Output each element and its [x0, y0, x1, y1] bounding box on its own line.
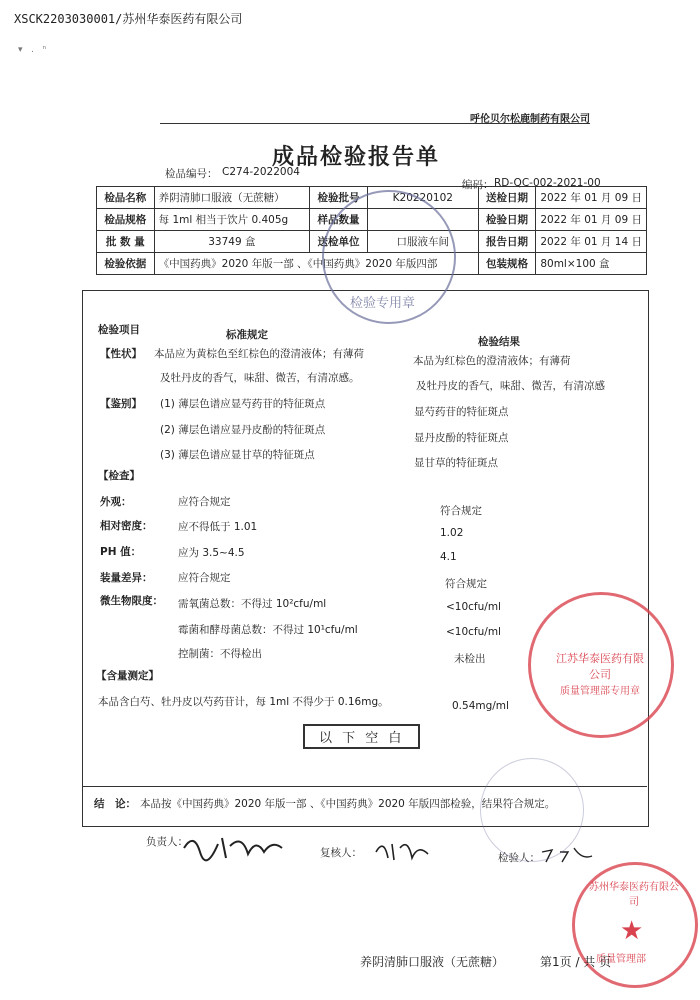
reviewer-label: 复核人：: [320, 847, 362, 859]
scan-mark: ▾ . ⁿ: [18, 45, 47, 55]
tester-label: 检验人：: [498, 852, 540, 864]
submit-date: 2022 年 01 月 09 日: [536, 187, 647, 209]
star-icon: ★: [620, 916, 644, 946]
top-reference: XSCK2203030001/苏州华泰医药有限公司: [14, 12, 243, 26]
assay-std: 本品含白芍、牡丹皮以芍药苷计，每 1ml 不得少于 0.16mg。: [98, 696, 389, 708]
red-stamp-text-2: 质量管理部专用章: [560, 686, 640, 697]
basis-label: 检验依据: [97, 253, 155, 275]
check-heading: 【检查】: [98, 470, 140, 482]
conclusion-label: 结 论：: [94, 798, 136, 810]
ph-res: 4.1: [440, 551, 457, 563]
code-label: 编码：: [462, 179, 494, 191]
ident-res-3: 显甘草的特征斑点: [414, 457, 498, 469]
page-title: 成品检验报告单: [272, 144, 441, 170]
assay-heading: 【含量测定】: [96, 670, 159, 682]
test-date-label: 检验日期: [478, 209, 536, 231]
basis: 《中国药典》2020 年版一部 、《中国药典》2020 年版四部: [154, 253, 478, 275]
product-name: 养阴清肺口服液（无蔗糖）: [154, 187, 309, 209]
footer-page: 第1页 / 共 页: [540, 955, 612, 969]
report-no: C274-2022004: [222, 166, 300, 178]
reviewer-signature: [372, 834, 432, 864]
density-label: 相对密度：: [100, 520, 153, 532]
trait-res-2: 及牡丹皮的香气，味甜、微苦，有清凉感: [416, 380, 605, 392]
test-date: 2022 年 01 月 09 日: [536, 209, 647, 231]
appearance-res: 符合规定: [440, 505, 482, 517]
pack: 80ml×100 盒: [536, 253, 647, 275]
loading-std: 应符合规定: [178, 572, 231, 584]
footer-product: 养阴清肺口服液（无蔗糖）: [360, 955, 505, 969]
ph-std: 应为 3.5~4.5: [178, 547, 245, 559]
conclusion-text: 本品按《中国药典》2020 年版一部 、《中国药典》2020 年版四部检验，结果符合规定。: [140, 798, 556, 810]
submit-date-label: 送检日期: [478, 187, 536, 209]
qty-label: 批 数 量: [97, 231, 155, 253]
responsible-label: 负责人：: [146, 836, 188, 848]
density-std: 应不得低于 1.01: [178, 521, 258, 533]
micro-res-3: 未检出: [454, 653, 486, 665]
micro-label: 微生物限度：: [100, 595, 163, 607]
product-name-label: 检品名称: [97, 187, 155, 209]
trait-std-2: 及牡丹皮的香气，味甜、微苦，有清凉感。: [160, 372, 360, 384]
ident-heading: 【鉴别】: [100, 398, 142, 410]
batch-no-label: 检验批号: [310, 187, 368, 209]
report-no-label: 检品编号：: [165, 168, 218, 180]
dept-label: 送检单位: [310, 231, 368, 253]
red-stamp-text-4: 质量管理部: [596, 954, 646, 965]
appearance-std: 应符合规定: [178, 496, 231, 508]
report-date-label: 报告日期: [478, 231, 536, 253]
code-value: RD-QC-002-2021-00: [494, 177, 601, 189]
col-item-header: 检验项目: [98, 324, 140, 336]
trait-res-1: 本品为红棕色的澄清液体；有薄荷: [413, 355, 571, 367]
ident-res-2: 显丹皮酚的特征斑点: [414, 432, 509, 444]
ident-std-1: (1) 薄层色谱应显芍药苷的特征斑点: [160, 398, 326, 410]
ident-std-2: (2) 薄层色谱应显丹皮酚的特征斑点: [160, 424, 326, 436]
appearance-label: 外观：: [100, 496, 132, 508]
micro-res-1: <10cfu/ml: [446, 601, 501, 613]
micro-std-1: 需氧菌总数：不得过 10²cfu/ml: [178, 598, 327, 610]
trait-heading: 【性状】: [100, 348, 142, 360]
blank-stamp: 以 下 空 白: [303, 724, 420, 749]
company-name: 呼伦贝尔松鹿制药有限公司: [470, 114, 590, 125]
ident-res-1: 显芍药苷的特征斑点: [414, 406, 509, 418]
faint-stamp: [480, 758, 584, 862]
micro-std-3: 控制菌：不得检出: [178, 648, 262, 660]
qty: 33749 盒: [154, 231, 309, 253]
density-res: 1.02: [440, 527, 464, 539]
col-result-header: 检验结果: [478, 336, 520, 348]
pack-label: 包装规格: [478, 253, 536, 275]
loading-label: 装量差异：: [100, 572, 153, 584]
ident-std-3: (3) 薄层色谱应显甘草的特征斑点: [160, 449, 315, 461]
red-stamp-text-3: 苏州华泰医药有限公司: [589, 882, 679, 908]
loading-res: 符合规定: [445, 578, 487, 590]
micro-res-2: <10cfu/ml: [446, 626, 501, 638]
batch-no: K20220102: [367, 187, 478, 209]
sample-label: 样品数量: [310, 209, 368, 231]
report-date: 2022 年 01 月 14 日: [536, 231, 647, 253]
red-stamp-text-1: 江苏华泰医药有限公司: [556, 652, 644, 681]
micro-std-2: 霉菌和酵母菌总数：不得过 10¹cfu/ml: [178, 624, 358, 636]
spec-label: 检品规格: [97, 209, 155, 231]
ph-label: PH 值：: [100, 546, 142, 558]
col-std-header: 标准规定: [226, 329, 268, 341]
responsible-signature: [178, 826, 288, 866]
trait-std-1: 本品应为黄棕色至红棕色的澄清液体；有薄荷: [154, 348, 364, 360]
dept: 口服液车间: [367, 231, 478, 253]
assay-res: 0.54mg/ml: [452, 700, 509, 712]
header-rule: [160, 123, 590, 124]
spec: 每 1ml 相当于饮片 0.405g: [154, 209, 309, 231]
inspection-stamp-text: 检验专用章: [350, 296, 416, 311]
